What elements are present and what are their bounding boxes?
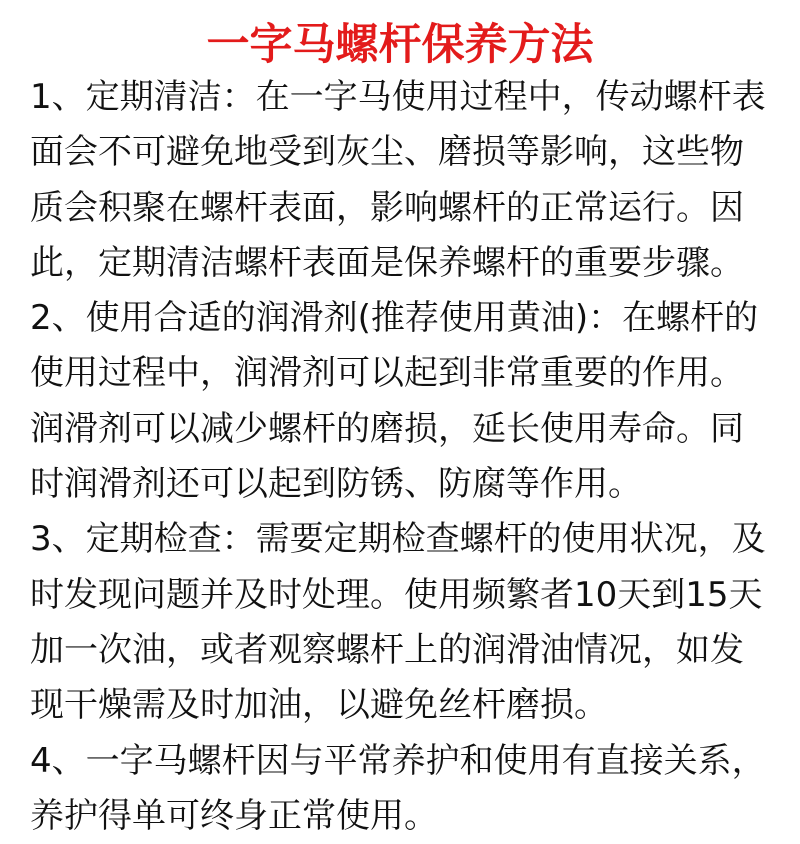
text-line: 此，定期清洁螺杆表面是保养螺杆的重要步骤。 [30, 242, 744, 283]
text-line: 使用过程中，润滑剂可以起到非常重要的作用。 [30, 353, 744, 394]
text-line: 养护得单可终身正常使用。 [30, 795, 438, 836]
text-line: 润滑剂可以减少螺杆的磨损，延长使用寿命。同 [30, 408, 744, 449]
text-line: 面会不可避免地受到灰尘、磨损等影响，这些物 [30, 132, 744, 173]
body-text [30, 70, 790, 844]
page-title: 一字马螺杆保养方法 [206, 20, 594, 70]
text-line: 2、使用合适的润滑剂(推荐使用黄油)：在螺杆的 [30, 298, 759, 339]
text-line: 时润滑剂还可以起到防锈、防腐等作用。 [30, 464, 642, 505]
text-line: 1、定期清洁：在一字马使用过程中，传动螺杆表 [30, 77, 766, 117]
text-line: 时发现问题并及时处理。使用频繁者10天到15天 [30, 574, 763, 615]
text-line: 4、一字马螺杆因与平常养护和使用有直接关系， [30, 740, 766, 781]
text-line: 现干燥需及时加油，以避免丝杆磨损。 [30, 685, 608, 726]
text-line: 加一次油，或者观察螺杆上的润滑油情况，如发 [30, 629, 744, 670]
text-line: 质会积聚在螺杆表面，影响螺杆的正常运行。因 [30, 187, 744, 228]
text-line: 3、定期检查：需要定期检查螺杆的使用状况，及 [30, 519, 766, 560]
